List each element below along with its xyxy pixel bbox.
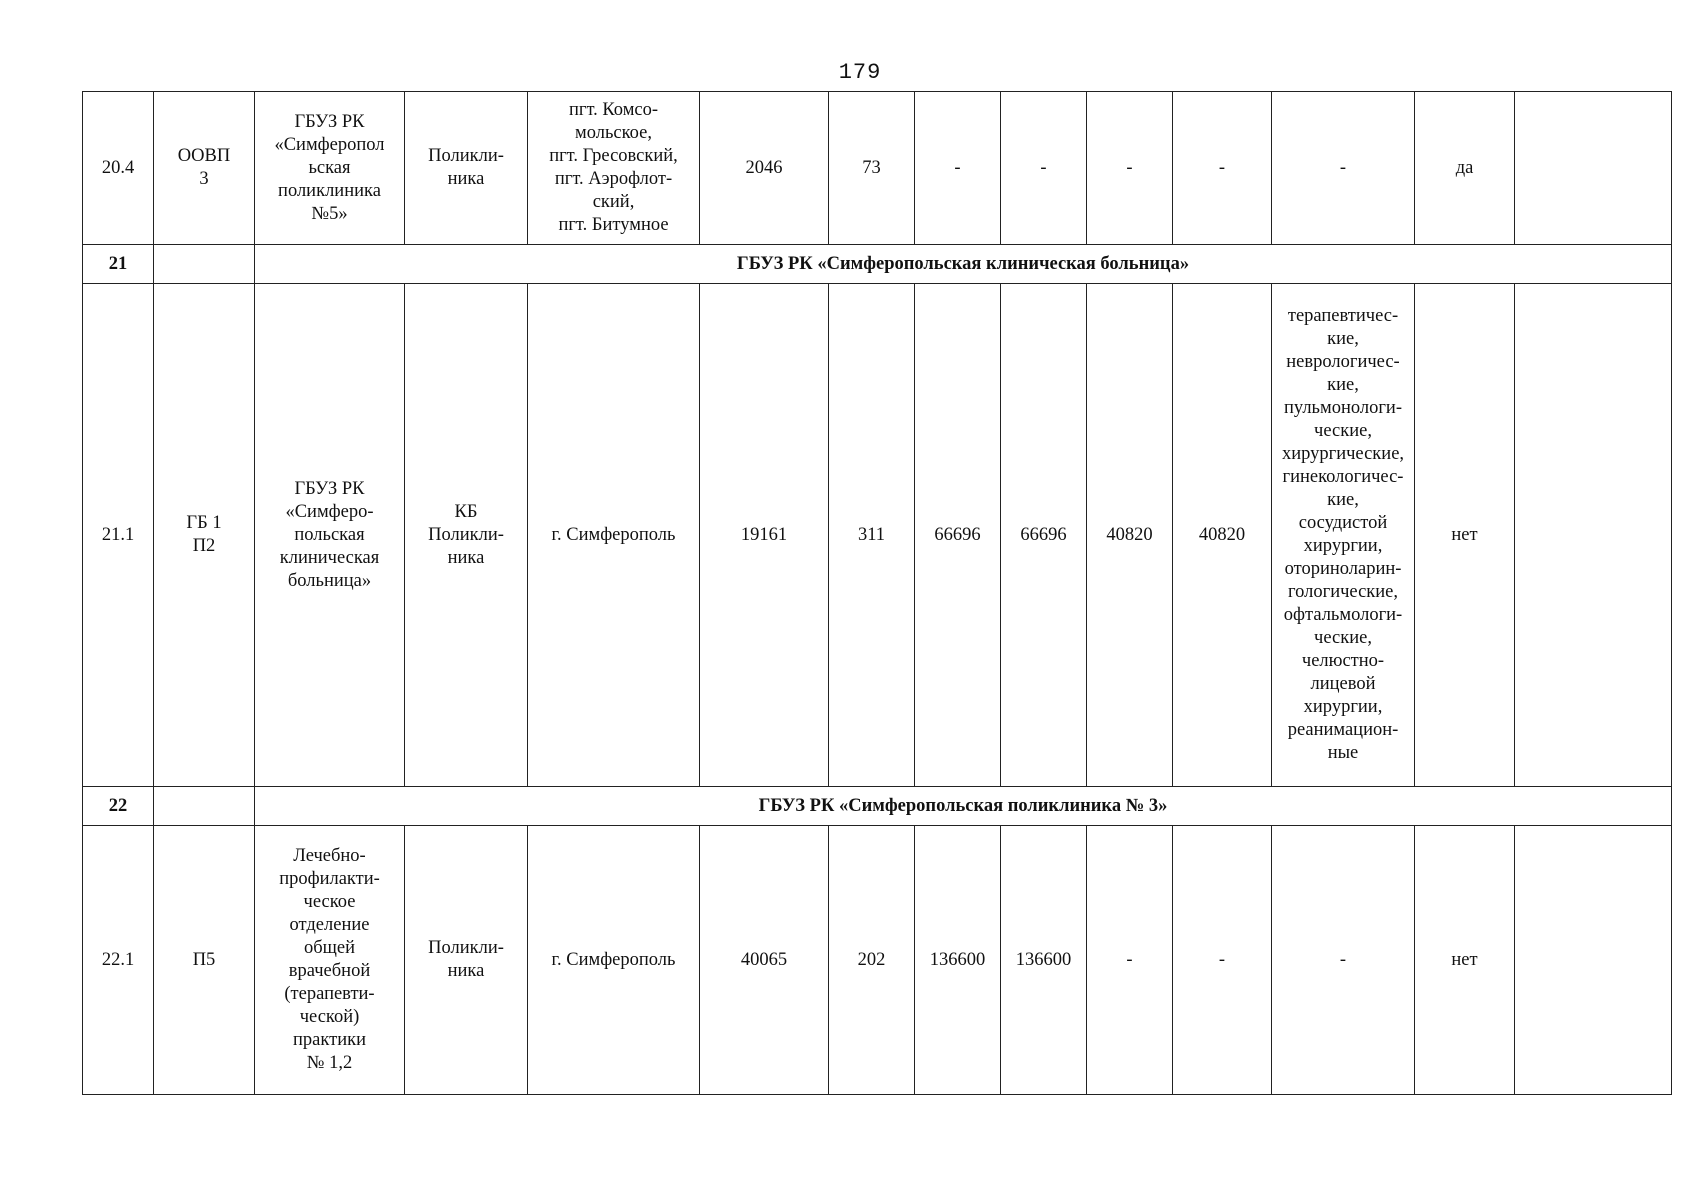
institution-cell: ГБУЗ РК «Симферо- польская клиническая больница» (255, 284, 405, 787)
value-cell: - (915, 92, 1001, 245)
section-number-cell: 22 (83, 787, 154, 826)
value-cell: - (1173, 92, 1272, 245)
type-cell: Поликли- ника (405, 92, 528, 245)
value-cell: 136600 (915, 826, 1001, 1095)
empty-cell (1515, 284, 1672, 787)
value-cell: 66696 (915, 284, 1001, 787)
type-cell: КБ Поликли- ника (405, 284, 528, 787)
value-cell: - (1001, 92, 1087, 245)
table-row (83, 92, 1672, 245)
value-cell: 40820 (1087, 284, 1173, 787)
value-cell: 2046 (700, 92, 829, 245)
value-cell: 311 (829, 284, 915, 787)
location-cell: г. Симферополь (528, 284, 700, 787)
section-row (83, 787, 1672, 826)
code-cell: ГБ 1 П2 (154, 284, 255, 787)
institution-cell: Лечебно- профилакти- ческое отделение общей врачебной (терапевти- ческой) практики № 1,2 (255, 826, 405, 1095)
value-cell: 40065 (700, 826, 829, 1095)
empty-cell (154, 245, 255, 284)
value-cell: 136600 (1001, 826, 1087, 1095)
value-cell: 40820 (1173, 284, 1272, 787)
code-cell: П5 (154, 826, 255, 1095)
empty-cell (154, 787, 255, 826)
type-cell: Поликли- ника (405, 826, 528, 1095)
location-cell: г. Симферополь (528, 826, 700, 1095)
profiles-cell: терапевтичес- кие, неврологичес- кие, пульмонологи- ческие, хирургические, гинекологичес- кие, сосудистой хирургии, оториноларин- гологические, офтальмологи- ческие, челюстно- лицевой хирургии, реанимацион- ные (1272, 284, 1415, 787)
value-cell: - (1087, 826, 1173, 1095)
section-number-cell: 21 (83, 245, 154, 284)
value-cell: 19161 (700, 284, 829, 787)
page-number: 179 (838, 60, 882, 85)
section-title-cell: ГБУЗ РК «Симферопольская клиническая больница» (255, 245, 1672, 284)
flag-cell: нет (1415, 826, 1515, 1095)
value-cell: - (1173, 826, 1272, 1095)
flag-cell: да (1415, 92, 1515, 245)
value-cell: 73 (829, 92, 915, 245)
institution-cell: ГБУЗ РК «Симферопол ьская поликлиника №5» (255, 92, 405, 245)
empty-cell (1515, 92, 1672, 245)
table-row (83, 284, 1672, 787)
facility-table (82, 91, 1672, 1095)
table-row (83, 826, 1672, 1095)
row-number-cell: 20.4 (83, 92, 154, 245)
empty-cell (1515, 826, 1672, 1095)
row-number-cell: 22.1 (83, 826, 154, 1095)
profiles-cell: - (1272, 826, 1415, 1095)
flag-cell: нет (1415, 284, 1515, 787)
value-cell: 202 (829, 826, 915, 1095)
value-cell: - (1087, 92, 1173, 245)
value-cell: 66696 (1001, 284, 1087, 787)
section-title-cell: ГБУЗ РК «Симферопольская поликлиника № 3» (255, 787, 1672, 826)
code-cell: ООВП 3 (154, 92, 255, 245)
location-cell: пгт. Комсо- мольское, пгт. Гресовский, пгт. Аэрофлот- ский, пгт. Битумное (528, 92, 700, 245)
profiles-cell: - (1272, 92, 1415, 245)
section-row (83, 245, 1672, 284)
row-number-cell: 21.1 (83, 284, 154, 787)
